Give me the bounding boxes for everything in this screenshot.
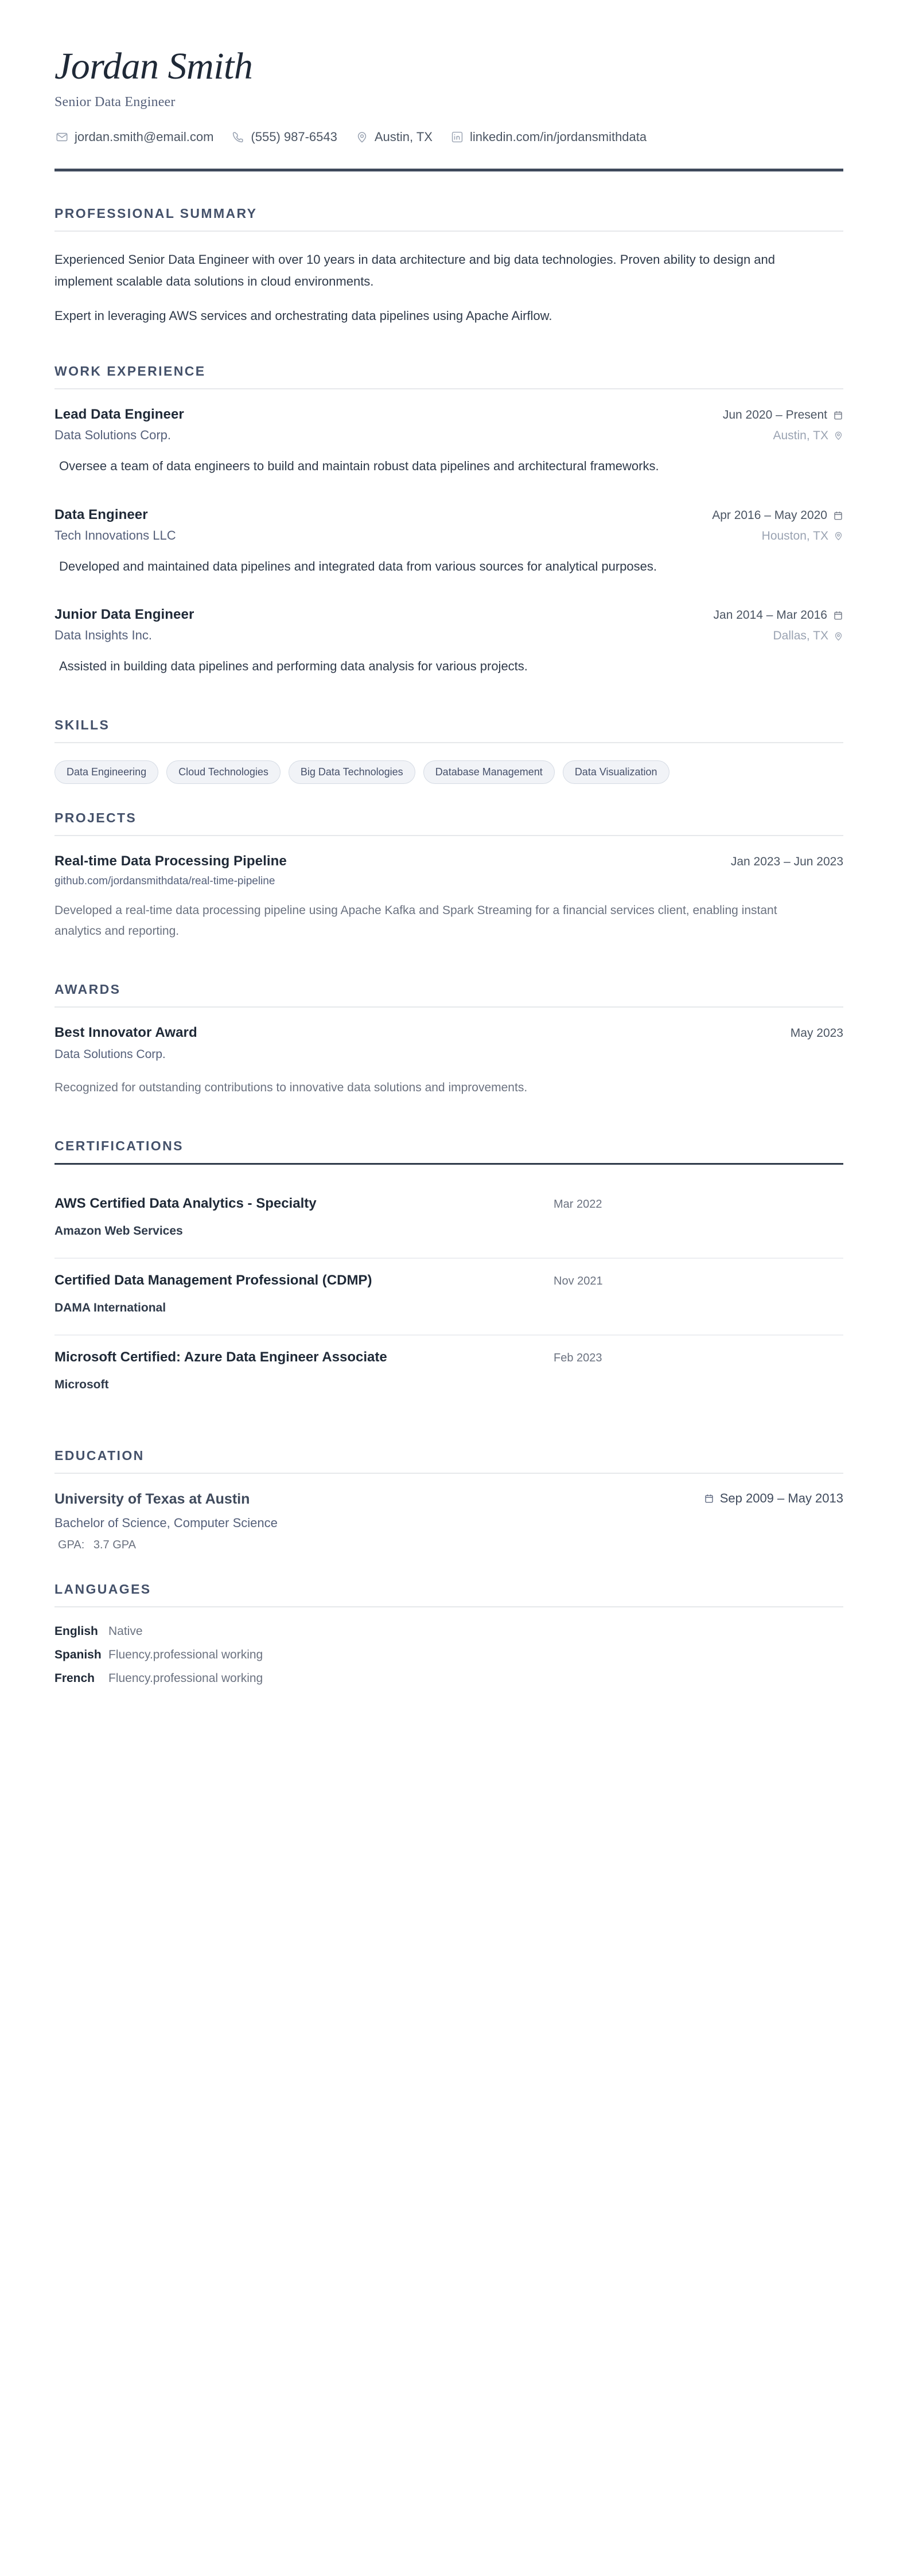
work-entry-subheader [54,528,843,543]
section-languages [54,1582,843,1685]
section-education [54,1448,843,1552]
project-link[interactable]: github.com/jordansmithdata/real-time-pipeline [54,875,275,888]
location-pin-icon [834,431,843,440]
calendar-icon [833,610,843,620]
job-location-text: Austin, TX [773,428,828,442]
project-description: Developed a real-time data processing pipeline using Apache Kafka and Spark Streaming for a financial services client, enabling instant analytics and reporting. [54,904,777,938]
job-description: Assisted in building data pipelines and performing data analysis for various projects. [59,659,528,674]
job-dates-text: Apr 2016 – May 2020 [712,508,827,522]
language-level: Native [108,1625,143,1638]
certification-row [54,1196,843,1212]
section-heading-education: EDUCATION [54,1448,145,1463]
language-name: Spanish [54,1648,102,1662]
skill-pill: Data Visualization [563,760,669,784]
email-icon [54,130,69,145]
calendar-icon [704,1493,714,1504]
school-name: University of Texas at Austin [54,1491,250,1508]
job-location-text: Dallas, TX [773,629,828,643]
project-dates-text: Jan 2023 – Jun 2023 [730,855,843,869]
candidate-job-title: Senior Data Engineer [54,95,176,110]
calendar-icon [833,410,843,420]
section-heading-languages: LANGUAGES [54,1582,151,1597]
skill-pill: Big Data Technologies [289,760,415,784]
project-dates [731,855,843,869]
certification-entry [54,1259,843,1336]
contact-row [54,130,843,145]
award-description: Recognized for outstanding contributions to innovative data solutions and improvements. [54,1081,528,1095]
language-name: English [54,1625,98,1638]
work-entry-header [54,507,843,523]
award-name: Best Innovator Award [54,1025,197,1041]
contact-phone-text: (555) 987-6543 [251,130,337,145]
work-entry-header [54,607,843,623]
spacer [54,327,843,364]
certification-row [54,1349,843,1365]
section-divider [54,742,843,743]
spacer [54,580,843,607]
language-level: Fluency.professional working [108,1672,263,1685]
spacer [54,945,843,982]
education-dates-text: Sep 2009 – May 2013 [719,1491,843,1506]
skill-pill: Data Engineering [54,760,158,784]
section-divider [54,835,843,836]
award-issuer: Data Solutions Corp. [54,1048,166,1061]
certification-name: Certified Data Management Professional (CDMP) [54,1273,372,1289]
work-entry [54,407,843,477]
section-heading-summary: PROFESSIONAL SUMMARY [54,206,258,221]
certification-date: Mar 2022 [554,1198,602,1211]
skills-list [54,760,843,784]
gpa-label: GPA: [58,1539,85,1552]
languages-list [54,1625,628,1685]
spacer [54,1411,843,1448]
language-row [54,1625,628,1638]
language-level: Fluency.professional working [108,1648,263,1662]
section-heading-work: WORK EXPERIENCE [54,363,206,378]
phone-icon [231,130,246,145]
contact-location-text: Austin, TX [374,130,433,145]
contact-linkedin[interactable] [450,130,647,145]
project-name: Real-time Data Processing Pipeline [54,853,287,869]
spacer [54,1555,843,1582]
work-entry-header [54,407,843,423]
header-divider [54,169,843,171]
certification-date: Feb 2023 [554,1352,602,1365]
contact-linkedin-text: linkedin.com/in/jordansmithdata [469,130,647,145]
certification-issuer: Microsoft [54,1378,109,1392]
language-row [54,1672,628,1685]
gpa-row [58,1539,843,1552]
section-divider [54,388,843,389]
calendar-icon [833,510,843,521]
work-entry-subheader [54,628,843,643]
resume-header [54,46,843,171]
section-professional-summary [54,206,843,326]
section-work-experience [54,364,843,677]
job-dates [723,408,843,422]
certification-issuer: Amazon Web Services [54,1224,183,1238]
job-location [762,529,843,543]
spacer [54,1102,843,1138]
job-title: Data Engineer [54,506,148,522]
linkedin-icon [450,130,465,145]
location-pin-icon [834,631,843,641]
job-description: Oversee a team of data engineers to build and maintain robust data pipelines and architectural frameworks. [59,458,659,473]
company-name: Data Insights Inc. [54,628,152,643]
certification-issuer: DAMA International [54,1301,166,1315]
job-dates [712,509,843,522]
location-pin-icon [834,531,843,541]
section-divider [54,231,843,232]
section-divider [54,1473,843,1474]
location-pin-icon [355,130,369,145]
job-description: Developed and maintained data pipelines and integrated data from various sources for analytical purposes. [59,559,657,573]
award-date [791,1027,843,1040]
certification-date: Nov 2021 [554,1275,603,1288]
section-heading-skills: SKILLS [54,717,110,733]
contact-email[interactable] [54,130,213,145]
spacer [54,481,843,507]
section-heading-projects: PROJECTS [54,810,137,826]
certification-entry [54,1182,843,1259]
certification-name: AWS Certified Data Analytics - Specialty [54,1196,317,1212]
section-projects [54,810,843,942]
section-certifications [54,1138,843,1411]
section-divider [54,1606,843,1607]
job-title: Junior Data Engineer [54,607,194,623]
job-dates-text: Jun 2020 – Present [722,408,827,421]
section-divider [54,1006,843,1008]
work-entry-subheader [54,428,843,443]
job-location [773,629,843,643]
contact-phone[interactable] [231,130,337,145]
section-divider [54,1163,843,1165]
work-entry [54,507,843,577]
section-skills [54,717,843,784]
skill-pill: Database Management [423,760,555,784]
candidate-name: Jordan Smith [54,45,253,87]
summary-paragraph: Expert in leveraging AWS services and orchestrating data pipelines using Apache Airflow. [54,308,552,323]
section-awards [54,982,843,1098]
job-title: Lead Data Engineer [54,406,184,422]
education-dates [704,1491,843,1506]
job-location-text: Houston, TX [761,529,828,542]
job-dates [714,608,843,622]
award-entry [54,1025,843,1098]
language-name: French [54,1672,95,1685]
certification-row [54,1273,843,1289]
certification-name: Microsoft Certified: Azure Data Engineer Associate [54,1349,387,1365]
education-entry-header [54,1491,843,1508]
skill-pill: Cloud Technologies [166,760,281,784]
company-name: Data Solutions Corp. [54,427,171,442]
degree-name: Bachelor of Science, Computer Science [54,1516,278,1531]
award-date-text: May 2023 [790,1027,843,1040]
contact-email-text: jordan.smith@email.com [75,130,214,145]
spacer [54,681,843,717]
company-name: Tech Innovations LLC [54,528,176,542]
gpa-value: 3.7 GPA [93,1539,136,1552]
spacer [54,784,843,810]
certification-entry [54,1336,843,1411]
project-entry [54,853,843,942]
job-dates-text: Jan 2014 – Mar 2016 [713,608,827,622]
job-location [773,429,844,443]
project-entry-header [54,853,843,869]
award-entry-header [54,1025,843,1041]
work-entry [54,607,843,677]
section-heading-awards: AWARDS [54,982,121,997]
contact-location [355,130,433,145]
language-row [54,1648,628,1662]
summary-paragraph: Experienced Senior Data Engineer with over 10 years in data architecture and big data technologies. Proven ability to design and implement scalable data solutions in cloud environments. [54,252,775,289]
education-entry [54,1491,843,1552]
section-heading-certifications: CERTIFICATIONS [54,1138,184,1154]
